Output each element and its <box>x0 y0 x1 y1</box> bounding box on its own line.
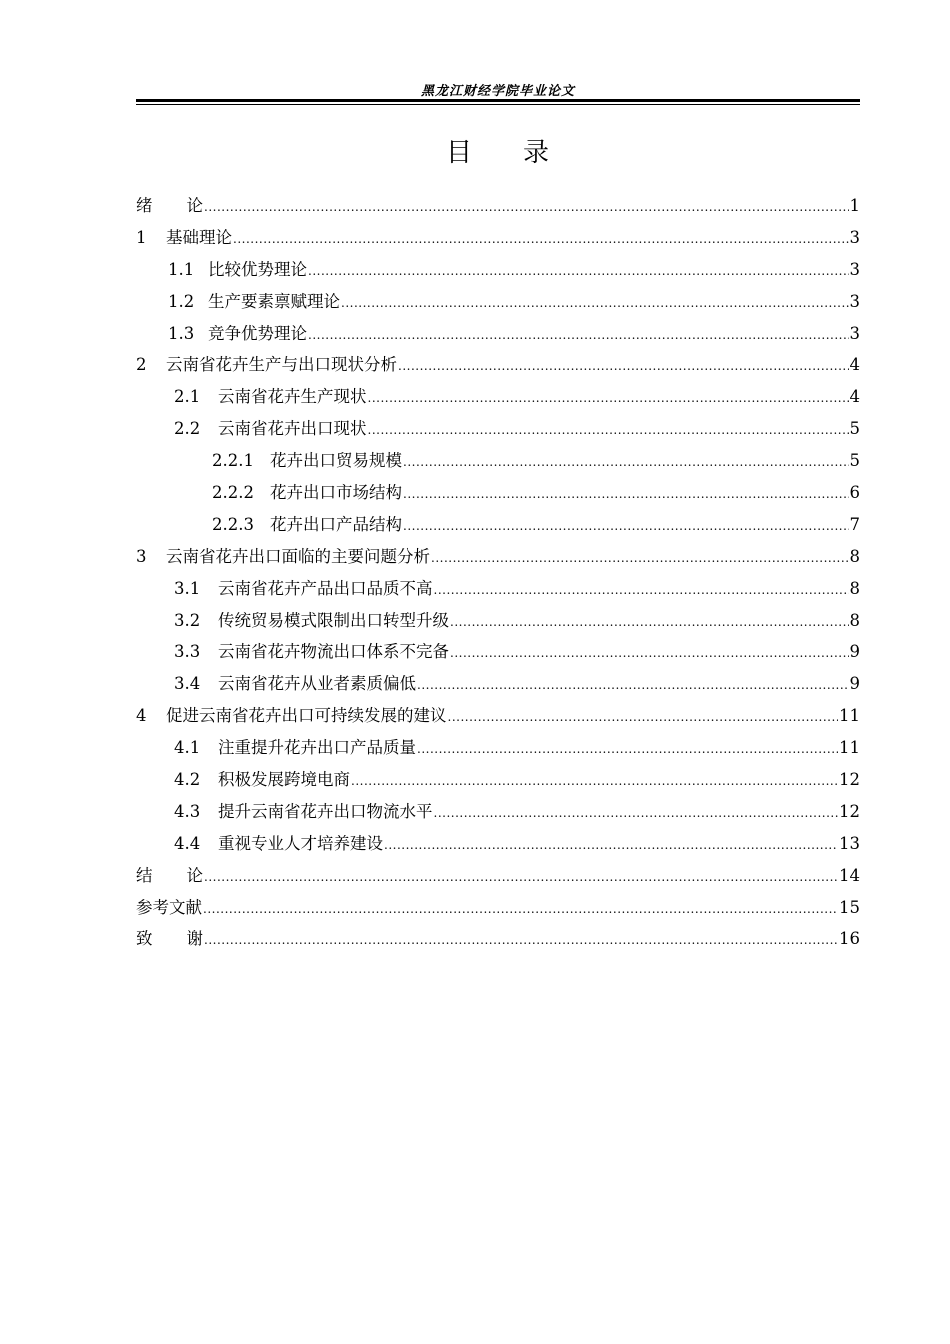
toc-entry-label: 云南省花卉出口面临的主要问题分析 <box>166 546 430 566</box>
toc-entry-leader-dots <box>434 575 849 607</box>
toc-entry-leader-dots <box>384 830 838 862</box>
toc-entry-leader-dots <box>448 702 839 734</box>
toc-entry-label <box>136 860 203 892</box>
toc-entry-label: 云南省花卉生产与出口现状分析 <box>166 355 397 375</box>
toc-entry-number: 3.4 <box>174 674 201 694</box>
toc-entry-label: 重视专业人才培养建设 <box>218 833 383 853</box>
toc-entry[interactable] <box>136 764 860 796</box>
toc-entry-label: 竞争优势理论 <box>208 323 307 343</box>
toc-entry[interactable] <box>136 828 860 860</box>
toc-entry-label: 参考文献 <box>136 897 202 917</box>
toc-entry-label <box>136 190 203 222</box>
toc-entry-leader-dots <box>450 607 849 639</box>
toc-entry-page-number: 7 <box>849 514 860 534</box>
toc-entry-page-number: 12 <box>839 801 860 821</box>
toc-entry[interactable] <box>136 636 860 668</box>
toc-entry-leader-dots <box>351 766 838 798</box>
toc-entry-page-number: 16 <box>839 929 860 949</box>
toc-title <box>136 132 860 169</box>
toc-entry-page-number: 13 <box>839 833 860 853</box>
toc-entry-page-number: 5 <box>849 419 860 439</box>
toc-entry-number: 2.2.2 <box>212 483 254 503</box>
toc-entry-label-char-1: 致 <box>136 929 153 949</box>
toc-entry-label: 云南省花卉物流出口体系不完备 <box>218 642 449 662</box>
toc-entry[interactable] <box>136 349 860 381</box>
toc-entry-page-number: 14 <box>839 865 860 885</box>
toc-entry[interactable] <box>136 860 860 892</box>
toc-entry-page-number: 5 <box>849 451 860 471</box>
toc-entry-label: 云南省花卉从业者素质偏低 <box>218 674 416 694</box>
toc-entry-label: 提升云南省花卉出口物流水平 <box>218 801 433 821</box>
toc-entry-page-number: 12 <box>839 770 860 790</box>
toc-entry-number: 2.2.3 <box>212 514 254 534</box>
toc-entry-number: 3.2 <box>174 610 201 630</box>
toc-entry-number: 1.3 <box>168 323 195 343</box>
toc-entry-label: 云南省花卉出口现状 <box>218 419 367 439</box>
toc-entry-page-number: 8 <box>849 578 860 598</box>
toc-entry-label: 花卉出口市场结构 <box>270 483 402 503</box>
toc-entry-number: 2.2.1 <box>212 451 254 471</box>
toc-entry[interactable] <box>136 605 860 637</box>
toc-entry-page-number: 1 <box>849 196 860 215</box>
header-school-title: 黑龙江财经学院毕业论文 <box>420 84 575 99</box>
toc-title-char-1: 目 <box>445 138 473 168</box>
toc-entry-leader-dots <box>204 862 838 894</box>
toc-entry-leader-dots <box>398 351 849 383</box>
toc-entry[interactable] <box>136 892 860 924</box>
toc-entry-leader-dots <box>204 192 849 224</box>
toc-entry[interactable] <box>136 477 860 509</box>
toc-entry[interactable] <box>136 286 860 318</box>
toc-entry-label-char-2: 论 <box>186 865 203 885</box>
toc-entry-leader-dots <box>308 256 849 288</box>
toc-entry-label: 注重提升花卉出口产品质量 <box>218 738 416 758</box>
toc-entry-leader-dots <box>233 224 849 256</box>
toc-entry-page-number: 6 <box>849 483 860 503</box>
table-of-contents <box>136 190 860 955</box>
toc-entry[interactable] <box>136 509 860 541</box>
toc-entry-label: 生产要素禀赋理论 <box>208 291 340 311</box>
toc-entry-label-char-1: 结 <box>136 865 153 885</box>
toc-entry-leader-dots <box>403 479 849 511</box>
toc-entry[interactable] <box>136 254 860 286</box>
toc-entry-number: 4.4 <box>174 833 201 853</box>
toc-entry[interactable] <box>136 318 860 350</box>
toc-entry-leader-dots <box>450 638 849 670</box>
toc-entry-number: 3.3 <box>174 642 201 662</box>
toc-entry-label-char-2: 论 <box>186 196 203 215</box>
toc-entry-leader-dots <box>417 670 849 702</box>
toc-entry-leader-dots <box>403 447 849 479</box>
toc-entry[interactable] <box>136 796 860 828</box>
toc-entry-leader-dots <box>431 543 849 575</box>
toc-entry[interactable] <box>136 190 860 222</box>
toc-entry[interactable] <box>136 700 860 732</box>
toc-entry[interactable] <box>136 732 860 764</box>
toc-entry-leader-dots <box>434 798 839 830</box>
toc-entry-leader-dots <box>403 511 849 543</box>
toc-entry-page-number: 3 <box>849 259 860 279</box>
toc-entry-leader-dots <box>308 320 849 352</box>
toc-entry-number: 1 <box>136 227 147 247</box>
toc-entry-page-number: 9 <box>849 642 860 662</box>
toc-entry-page-number: 9 <box>849 674 860 694</box>
toc-entry-label <box>136 923 203 955</box>
toc-entry[interactable] <box>136 573 860 605</box>
toc-entry-page-number: 8 <box>849 610 860 630</box>
toc-entry[interactable] <box>136 413 860 445</box>
toc-entry-label: 云南省花卉产品出口品质不高 <box>218 578 433 598</box>
toc-entry-number: 3.1 <box>174 578 201 598</box>
toc-entry[interactable] <box>136 541 860 573</box>
toc-entry-label: 传统贸易模式限制出口转型升级 <box>218 610 449 630</box>
toc-entry-label-char-1: 绪 <box>136 196 153 215</box>
toc-entry-leader-dots <box>417 734 838 766</box>
toc-entry-page-number: 3 <box>849 323 860 343</box>
toc-entry-page-number: 4 <box>849 387 860 407</box>
toc-entry-page-number: 4 <box>849 355 860 375</box>
toc-entry-leader-dots <box>368 383 849 415</box>
toc-entry-label: 基础理论 <box>166 227 232 247</box>
toc-entry-number: 3 <box>136 546 147 566</box>
toc-entry-number: 1.2 <box>168 291 195 311</box>
toc-entry-label: 花卉出口贸易规模 <box>270 451 402 471</box>
toc-entry-label-char-2: 谢 <box>186 929 203 949</box>
toc-entry-leader-dots <box>204 925 838 957</box>
toc-entry-page-number: 15 <box>839 897 860 917</box>
toc-entry-leader-dots <box>203 894 838 926</box>
toc-entry-page-number: 11 <box>839 738 860 758</box>
toc-entry-page-number: 3 <box>849 291 860 311</box>
header-rule-thick <box>136 99 860 102</box>
toc-entry-number: 2.2 <box>174 419 201 439</box>
toc-entry[interactable] <box>136 668 860 700</box>
toc-entry-label: 比较优势理论 <box>208 259 307 279</box>
toc-entry-leader-dots <box>341 288 849 320</box>
toc-entry-number: 2.1 <box>174 387 201 407</box>
toc-entry-number: 4 <box>136 706 147 726</box>
header-rule-thin <box>136 104 860 105</box>
toc-entry-label: 花卉出口产品结构 <box>270 514 402 534</box>
toc-entry[interactable] <box>136 445 860 477</box>
toc-title-char-2: 录 <box>523 138 551 168</box>
toc-entry[interactable] <box>136 222 860 254</box>
toc-entry-page-number: 8 <box>849 546 860 566</box>
toc-entry-label: 促进云南省花卉出口可持续发展的建议 <box>166 706 447 726</box>
toc-entry[interactable] <box>136 923 860 955</box>
toc-entry-page-number: 11 <box>839 706 860 726</box>
toc-entry-label: 云南省花卉生产现状 <box>218 387 367 407</box>
toc-entry-number: 4.1 <box>174 738 201 758</box>
toc-entry-number: 4.3 <box>174 801 201 821</box>
toc-entry[interactable] <box>136 381 860 413</box>
toc-entry-number: 1.1 <box>168 259 195 279</box>
toc-entry-page-number: 3 <box>849 227 860 247</box>
toc-entry-leader-dots <box>368 415 849 447</box>
toc-entry-number: 2 <box>136 355 147 375</box>
toc-entry-number: 4.2 <box>174 770 201 790</box>
toc-entry-label: 积极发展跨境电商 <box>218 770 350 790</box>
